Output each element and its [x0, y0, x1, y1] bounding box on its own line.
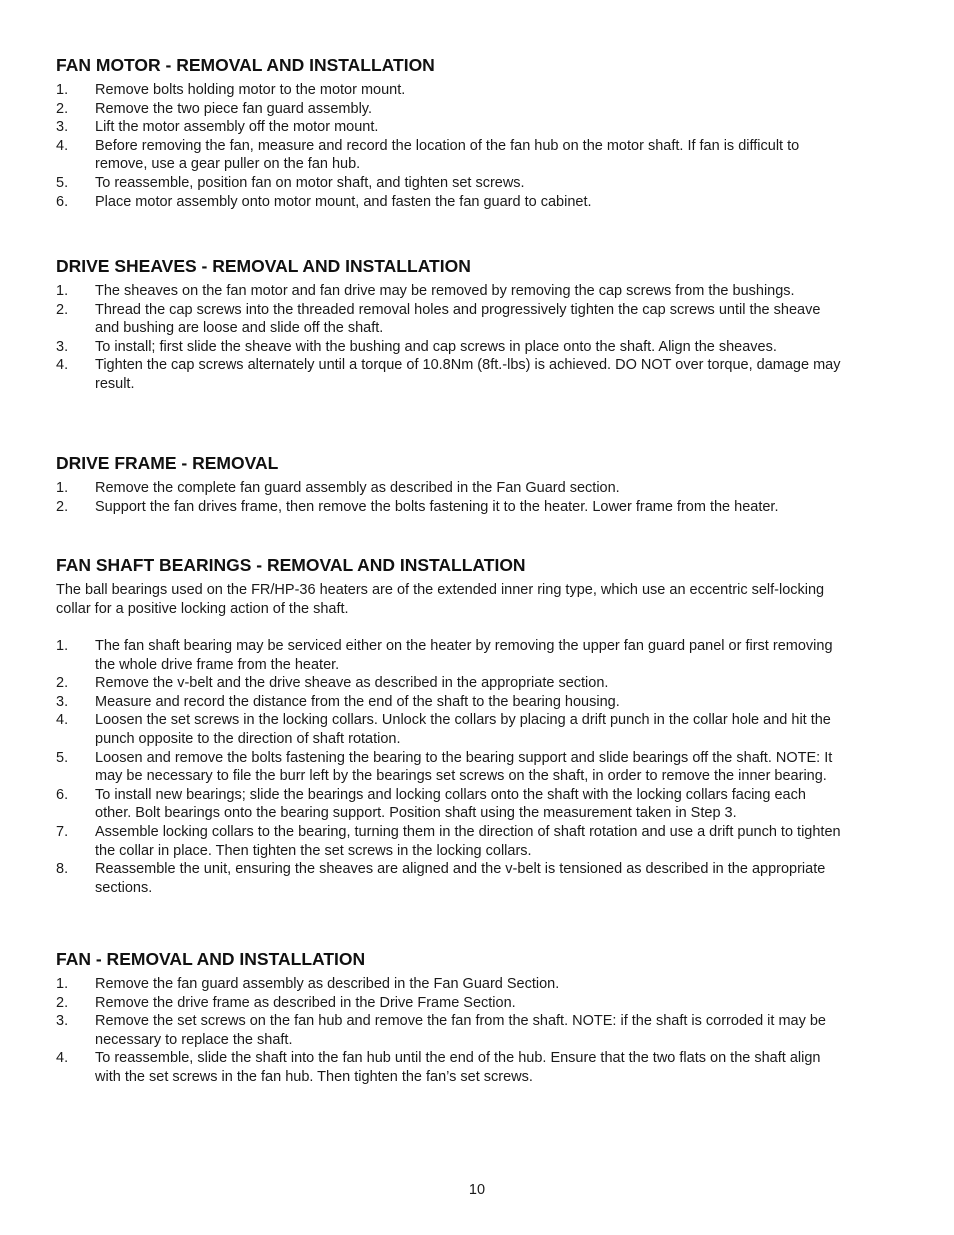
- list-item: 1. The sheaves on the fan motor and fan drive may be removed by removing the cap screws from the bushings.: [56, 283, 795, 299]
- step-list: [56, 637, 846, 897]
- list-item: 2. Remove the v-belt and the drive sheave as described in the appropriate section.: [56, 675, 609, 692]
- step-list: [56, 975, 846, 1087]
- section-drive-sheaves: [56, 256, 846, 394]
- list-item: 3. To install; first slide the sheave with the bushing and cap screws in place onto the shaft. Align the sheaves.: [56, 338, 777, 355]
- list-item: 1. Remove the fan guard assembly as described in the Fan Guard Section.: [56, 976, 560, 992]
- section-heading: DRIVE FRAME - REMOVAL: [56, 453, 279, 473]
- list-item: 2. Thread the cap screws into the threaded removal holes and progressively tighten the cap screws until the sheave and bushing are loose and slide off the shaft.: [56, 301, 821, 337]
- list-item: 8. Reassemble the unit, ensuring the sheaves are aligned and the v-belt is tensioned as described in the appropriate sections.: [56, 861, 826, 896]
- list-item: 3. Remove the set screws on the fan hub and remove the fan from the shaft. NOTE: if the shaft is corroded it may be necessary to replace the shaft.: [56, 1013, 826, 1048]
- list-item: 4. Loosen the set screws in the locking collars. Unlock the collars by placing a drift punch in the collar hole and hit the punch opposite to the direction of shaft rotation.: [56, 712, 831, 747]
- section-drive-frame: [56, 453, 846, 516]
- step-list: [56, 479, 846, 516]
- list-item: 4. Before removing the fan, measure and record the location of the fan hub on the motor shaft. If fan is difficult to remove, use a gear puller on the fan hub.: [56, 137, 800, 173]
- list-item: 4. To reassemble, slide the shaft into the fan hub until the end of the hub. Ensure that the two flats on the shaft align with the set screws in the fan hub. Then tighten the fan’s set screws.: [56, 1050, 821, 1085]
- section-intro: The ball bearings used on the FR/HP-36 heaters are of the extended inner ring type, which use an eccentric self-locking collar for a positive locking action of the shaft.: [56, 582, 825, 617]
- list-item: 5. To reassemble, position fan on motor shaft, and tighten set screws.: [56, 174, 525, 191]
- step-list: [56, 282, 846, 394]
- list-item: 6. Place motor assembly onto motor mount, and fasten the fan guard to cabinet.: [56, 193, 592, 210]
- list-item: 6. To install new bearings; slide the bearings and locking collars onto the shaft with the locking collars facing each other. Bolt bearings onto the bearing support. Position shaft using the measurement taken in Step 3.: [56, 786, 806, 822]
- list-item: 5. Loosen and remove the bolts fastening the bearing to the bearing support and slide bearings off the shaft. NOTE: It may be necessary to file the burr left by the bearings set screws on the shaft, in order to remove the inner bearing.: [56, 749, 833, 785]
- step-list: [56, 81, 846, 211]
- page-number: 10: [468, 1182, 486, 1198]
- list-item: 1. Remove bolts holding motor to the motor mount.: [56, 82, 406, 98]
- list-item: 2. Remove the two piece fan guard assembly.: [56, 100, 372, 117]
- section-heading: DRIVE SHEAVES - REMOVAL AND INSTALLATION: [56, 256, 471, 276]
- list-item: 2. Support the fan drives frame, then remove the bolts fastening it to the heater. Lower frame from the heater.: [56, 498, 779, 515]
- section-fan-motor: [56, 55, 846, 211]
- section-heading: FAN SHAFT BEARINGS - REMOVAL AND INSTALLATION: [56, 555, 526, 575]
- list-item: 7. Assemble locking collars to the bearing, turning them in the direction of shaft rotation and use a drift punch to tighten the collar in place. Then tighten the set screws in the locking collars.: [56, 823, 841, 859]
- list-item: 4. Tighten the cap screws alternately until a torque of 10.8Nm (8ft.-lbs) is achieved. DO NOT over torque, damage may result.: [56, 357, 841, 392]
- list-item: 3. Measure and record the distance from the end of the shaft to the bearing housing.: [56, 693, 620, 710]
- section-fan-shaft-bearings: [56, 555, 846, 897]
- section-fan: [56, 949, 846, 1087]
- list-item: 2. Remove the drive frame as described in the Drive Frame Section.: [56, 994, 516, 1011]
- list-item: 3. Lift the motor assembly off the motor mount.: [56, 119, 379, 136]
- section-heading: FAN MOTOR - REMOVAL AND INSTALLATION: [56, 55, 435, 75]
- list-item: 1. The fan shaft bearing may be serviced either on the heater by removing the upper fan guard panel or first removing the whole drive frame from the heater.: [56, 638, 833, 673]
- list-item: 1. Remove the complete fan guard assembly as described in the Fan Guard section.: [56, 480, 620, 496]
- section-heading: FAN - REMOVAL AND INSTALLATION: [56, 949, 366, 969]
